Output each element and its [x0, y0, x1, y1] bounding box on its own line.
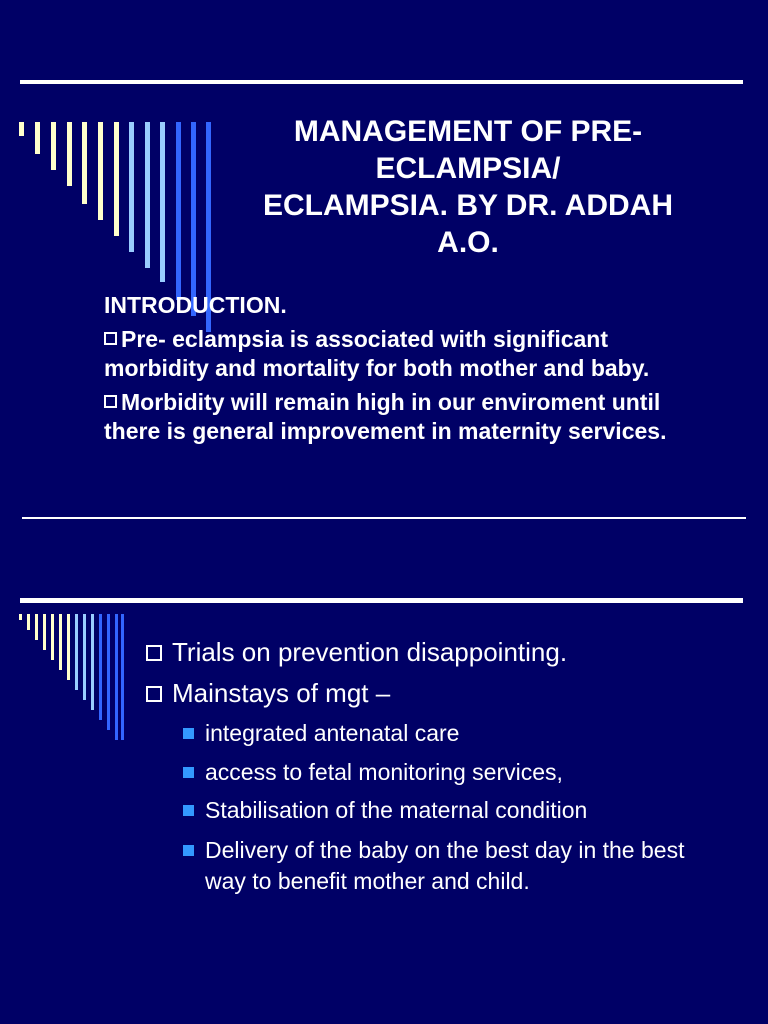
- slide-title: [228, 113, 708, 261]
- sub-bullet-text: access to fetal monitoring services,: [205, 759, 563, 785]
- sub-bullet-point: [183, 718, 723, 749]
- title-line: ECLAMPSIA/: [375, 152, 561, 185]
- square-bullet-icon: [183, 845, 194, 856]
- bullet-text: Mainstays of mgt –: [172, 678, 391, 708]
- sub-bullet-text: Stabilisation of the maternal condition: [205, 797, 588, 823]
- stripe-decoration: [0, 0, 220, 340]
- title-line: ECLAMPSIA. BY DR. ADDAH: [262, 189, 674, 222]
- title-line: MANAGEMENT OF PRE-: [293, 115, 643, 148]
- square-bullet-icon: [183, 728, 194, 739]
- sub-bullet-point: [183, 835, 723, 897]
- sub-bullet-point: [183, 795, 723, 826]
- sub-bullet-text: Delivery of the baby on the best day in the best way to benefit mother and child.: [205, 837, 685, 894]
- hollow-square-bullet-icon: [104, 332, 117, 345]
- intro-section: [104, 291, 704, 451]
- sub-bullet-point: [183, 757, 723, 788]
- paragraph-text: Morbidity will remain high in our enviroment until there is general improvement in maternity services.: [104, 389, 667, 444]
- bottom-rule: [22, 517, 746, 519]
- title-line: A.O.: [437, 226, 499, 259]
- bullet-text: Trials on prevention disappointing.: [172, 637, 568, 667]
- hollow-square-bullet-icon: [146, 645, 162, 661]
- slide-2: [0, 590, 768, 1024]
- hollow-square-bullet-icon: [104, 395, 117, 408]
- square-bullet-icon: [183, 767, 194, 778]
- paragraph-text: Pre- eclampsia is associated with significant morbidity and mortality for both mother and baby.: [104, 326, 650, 381]
- intro-heading: INTRODUCTION.: [104, 292, 287, 318]
- square-bullet-icon: [183, 805, 194, 816]
- sub-bullet-text: integrated antenatal care: [205, 720, 460, 746]
- stripe-decoration: [0, 590, 140, 740]
- hollow-square-bullet-icon: [146, 686, 162, 702]
- intro-paragraph: [104, 388, 704, 446]
- intro-paragraph: [104, 325, 704, 383]
